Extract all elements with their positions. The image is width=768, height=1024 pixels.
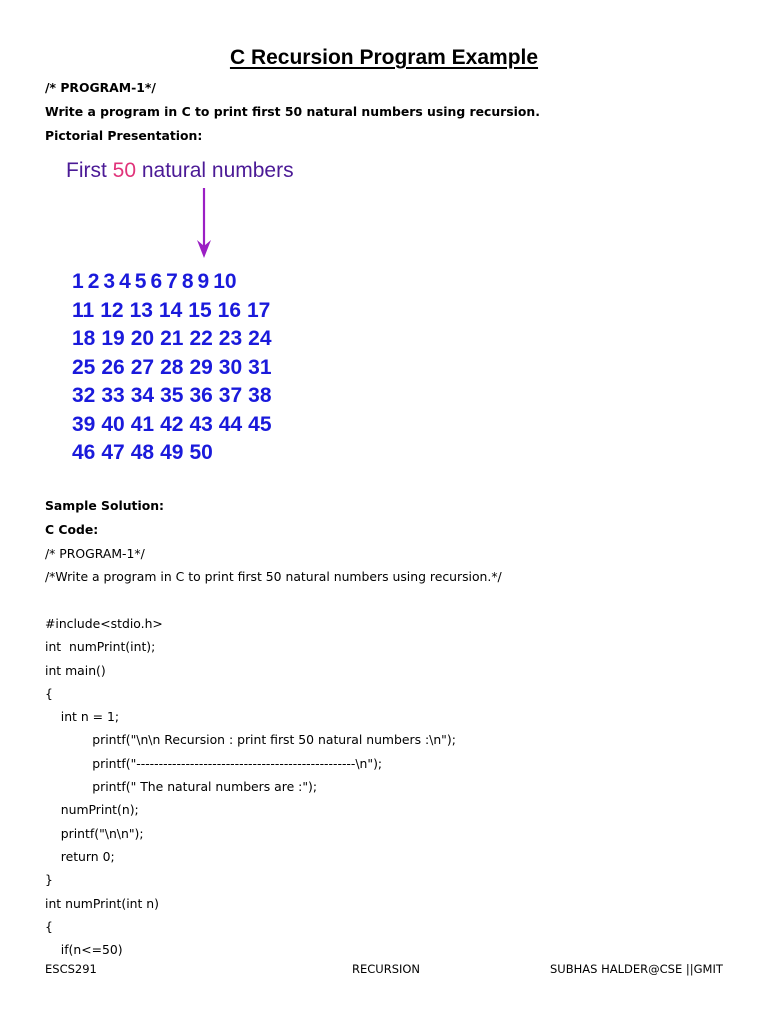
number-cell: 7: [166, 270, 178, 293]
code-line: {: [45, 918, 53, 934]
number-cell: 38: [248, 384, 272, 407]
footer-center: RECURSION: [352, 962, 421, 976]
number-cell: 17: [247, 298, 271, 322]
code-line: int n = 1;: [45, 709, 120, 725]
code-line: int numPrint(int n): [45, 895, 159, 911]
number-cell: 45: [248, 412, 272, 436]
number-cell: 40: [101, 412, 125, 436]
number-cell: 20: [130, 327, 155, 350]
number-cell: 44: [218, 412, 243, 436]
number-cell: 25: [72, 355, 96, 379]
code-line: numPrint(n);: [45, 802, 139, 818]
code-line: /* PROGRAM-1*/: [45, 546, 145, 561]
picture-title: [66, 159, 294, 183]
number-cell: 21: [160, 327, 184, 350]
number-cell: 30: [218, 355, 243, 379]
number-cell: 46: [72, 441, 96, 464]
number-cell: 27: [130, 355, 155, 379]
code-line: printf(" The natural numbers are :");: [45, 779, 318, 794]
number-cell: 48: [130, 441, 155, 464]
number-cell: 16: [217, 298, 241, 322]
number-cell: 18: [72, 327, 96, 350]
number-cell: 31: [248, 355, 272, 379]
number-cell: 34: [130, 384, 155, 407]
number-cell: 33: [101, 384, 125, 407]
code-line: #include<stdio.h>: [45, 615, 163, 631]
number-cell: 10: [213, 270, 237, 293]
picture-title-highlight: 50: [112, 159, 137, 182]
pictorial-label: Pictorial Presentation:: [45, 128, 203, 143]
number-cell: 47: [101, 441, 125, 464]
code-line: printf("\n\n Recursion : print first 50 natural numbers :\n");: [45, 732, 456, 748]
number-row: [72, 382, 278, 411]
down-arrow-icon: [194, 188, 214, 260]
number-row: [72, 297, 278, 326]
number-cell: 12: [100, 298, 124, 322]
number-cell: 19: [101, 327, 125, 350]
footer-left: ESCS291: [45, 962, 97, 976]
number-cell: 37: [218, 384, 243, 407]
page-title: C Recursion Program Example: [229, 46, 539, 69]
code-line: int numPrint(int);: [45, 639, 156, 655]
number-cell: 13: [129, 298, 153, 322]
number-cell: 41: [130, 412, 155, 436]
number-cell: 2: [87, 270, 100, 293]
number-row: [72, 354, 278, 383]
footer-right: SUBHAS HALDER@CSE ||GMIT: [550, 962, 723, 976]
number-cell: 36: [189, 384, 213, 407]
number-cell: 35: [160, 384, 184, 407]
number-cell: 23: [218, 327, 243, 350]
code-line: {: [45, 685, 53, 701]
number-cell: 50: [189, 441, 213, 464]
task-statement: Write a program in C to print first 50 natural numbers using recursion.: [45, 104, 540, 119]
code-line: if(n<=50): [45, 942, 123, 958]
number-cell: 49: [160, 441, 184, 464]
number-cell: 42: [160, 412, 184, 436]
number-row: [72, 268, 278, 297]
number-cell: 32: [72, 384, 96, 407]
picture-title-suffix: natural numbers: [136, 159, 294, 182]
number-row: [72, 439, 278, 468]
number-cell: 1: [72, 270, 84, 293]
picture-title-prefix: First: [66, 159, 113, 182]
number-cell: 39: [72, 412, 96, 436]
number-grid: [72, 268, 278, 468]
c-code-label: C Code:: [45, 522, 99, 537]
number-cell: 26: [101, 355, 125, 379]
number-cell: 11: [72, 298, 95, 322]
code-line: printf("-------------------------------------------------\n");: [45, 755, 383, 771]
code-line: }: [45, 872, 53, 888]
number-cell: 9: [197, 270, 210, 293]
code-line: return 0;: [45, 848, 115, 864]
code-line: int main(): [45, 662, 106, 678]
number-cell: 24: [248, 327, 272, 350]
number-row: [72, 411, 278, 440]
number-cell: 28: [160, 355, 184, 379]
number-cell: 3: [103, 270, 116, 293]
number-cell: 15: [188, 298, 212, 322]
number-cell: 29: [189, 355, 213, 379]
code-line: /*Write a program in C to print first 50 natural numbers using recursion.*/: [45, 569, 502, 585]
code-line: printf("\n\n");: [45, 825, 144, 841]
number-row: [72, 325, 278, 354]
number-cell: 8: [181, 270, 194, 293]
sample-solution-label: Sample Solution:: [45, 498, 164, 513]
program-header: /* PROGRAM-1*/: [45, 80, 156, 95]
number-cell: 4: [119, 270, 131, 293]
number-cell: 22: [189, 327, 213, 350]
number-cell: 14: [158, 298, 183, 322]
number-cell: 5: [134, 270, 147, 293]
number-cell: 43: [189, 412, 213, 436]
number-cell: 6: [150, 270, 163, 293]
